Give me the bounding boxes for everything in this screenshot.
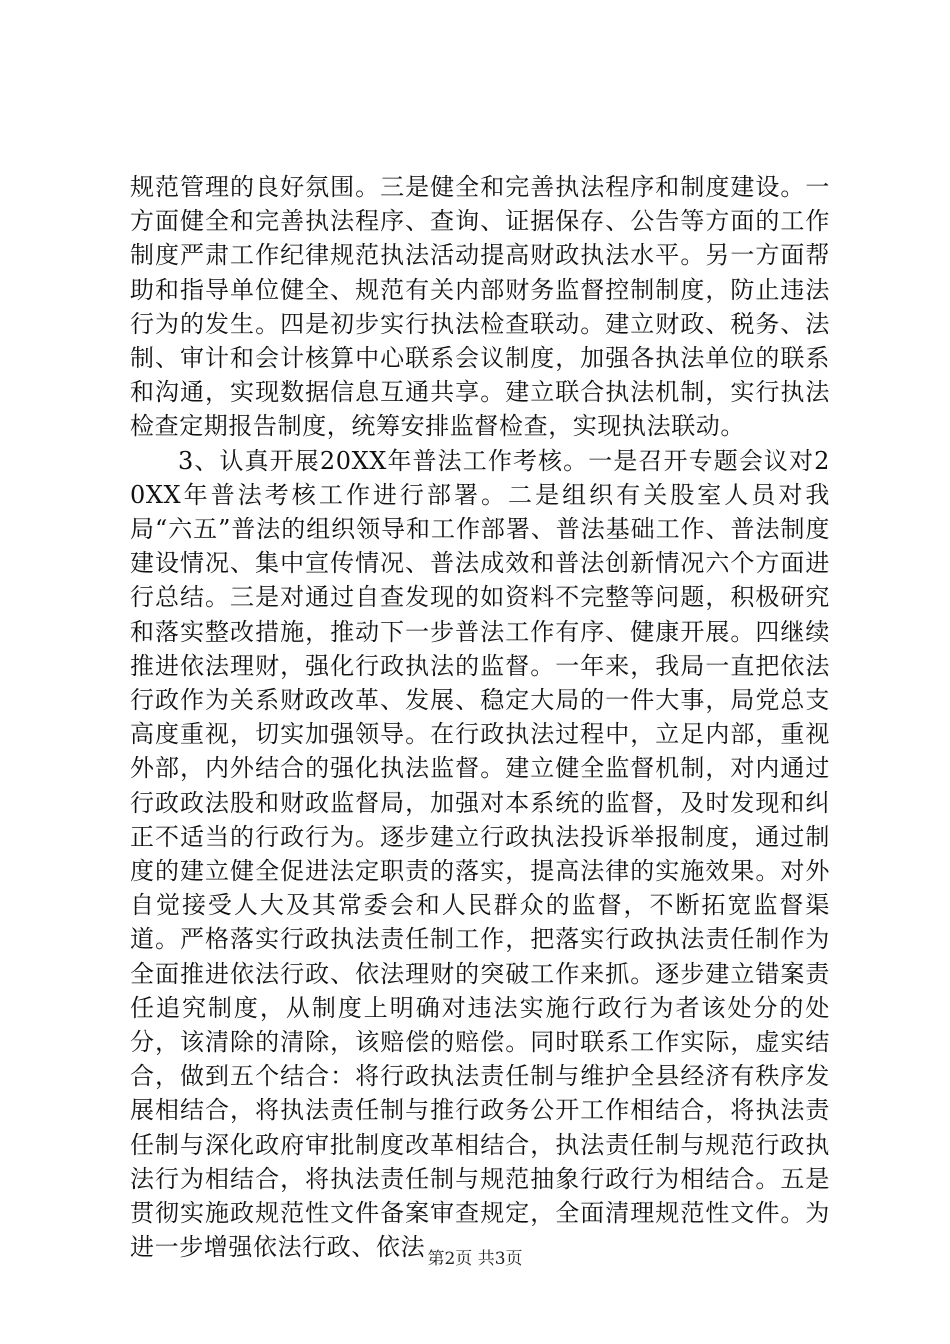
document-body: [130, 170, 830, 1265]
page-number-label: 第2页 共3页: [427, 1249, 523, 1269]
page-footer: [0, 1244, 950, 1269]
paragraph-continuation: 规范管理的良好氛围。三是健全和完善执法程序和制度建设。一方面健全和完善执法程序、查询、证据保存、公告等方面的工作制度严肃工作纪律规范执法活动提高财政执法水平。另一方面帮助和指导单位健全、规范有关内部财务监督控制制度，防止违法行为的发生。四是初步实行执法检查联动。建立财政、税务、法制、审计和会计核算中心联系会议制度，加强各执法单位的联系和沟通，实现数据信息互通共享。建立联合执法机制，实行执法检查定期报告制度，统筹安排监督检查，实现执法联动。: [130, 173, 830, 441]
paragraph-section-3: 3、认真开展20XX年普法工作考核。一是召开专题会议对20XX年普法考核工作进行部署。二是组织有关股室人员对我局“六五”普法的组织领导和工作部署、普法基础工作、普法制度建设情况、集中宣传情况、普法成效和普法创新情况六个方面进行总结。三是对通过自查发现的如资料不完整等问题，积极研究和落实整改措施，推动下一步普法工作有序、健康开展。四继续推进依法理财，强化行政执法的监督。一年来，我局一直把依法行政作为关系财政改革、发展、稳定大局的一件大事，局党总支高度重视，切实加强领导。在行政执法过程中，立足内部，重视外部，内外结合的强化执法监督。建立健全监督机制，对内通过行政政法股和财政监督局，加强对本系统的监督，及时发现和纠正不适当的行政行为。逐步建立行政执法投诉举报制度，通过制度的建立健全促进法定职责的落实，提高法律的实施效果。对外自觉接受人大及其常委会和人民群众的监督，不断拓宽监督渠道。严格落实行政执法责任制工作，把落实行政执法责任制作为全面推进依法行政、依法理财的突破工作来抓。逐步建立错案责任追究制度，从制度上明确对违法实施行政行为者该处分的处分，该清除的清除，该赔偿的赔偿。同时联系工作实际，虚实结合，做到五个结合：将行政执法责任制与维护全县经济有秩序发展相结合，将执法责任制与推行政务公开工作相结合，将执法责任制与深化政府审批制度改革相结合，执法责任制与规范行政执法行为相结合，将执法责任制与规范抽象行政行为相结合。五是贯彻实施政规范性文件备案审查规定，全面清理规范性文件。为进一步增强依法行政、依法: [130, 446, 830, 1262]
